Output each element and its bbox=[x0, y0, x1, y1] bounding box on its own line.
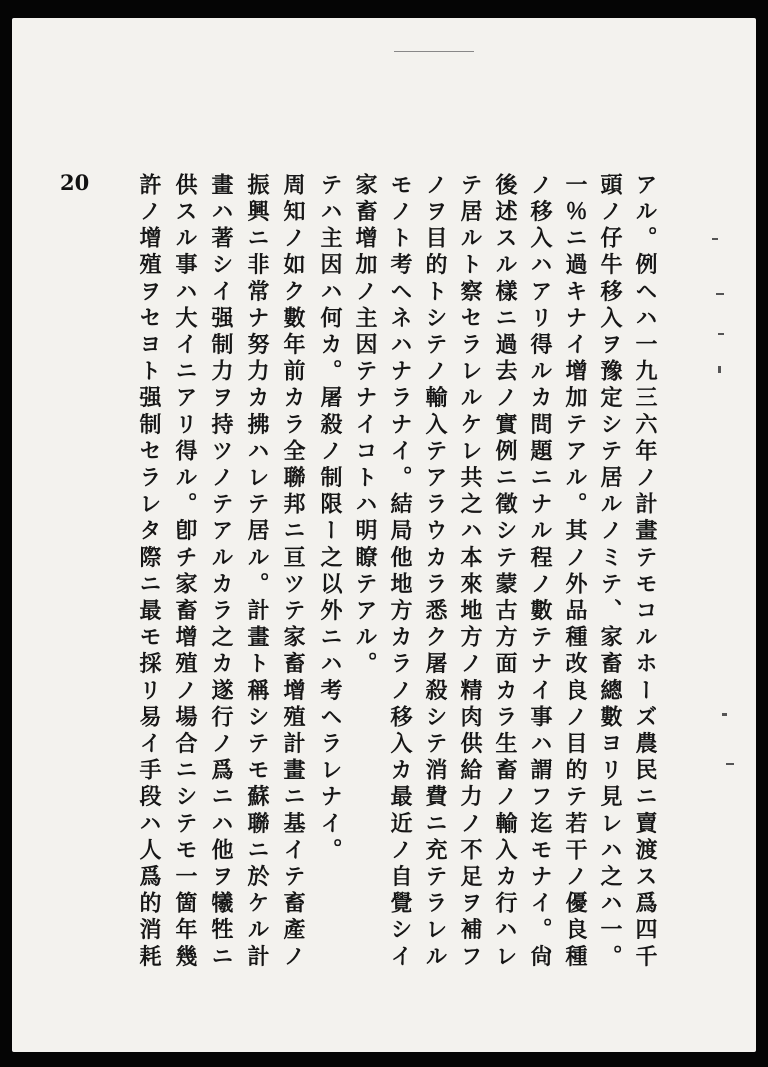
text-column: 振興ニ非常ナ努力カ拂ハレテ居ル。計畫ト稱シテモ蘇聯ニ於ケル計 bbox=[244, 173, 270, 971]
text-column: 一％ニ過キナイ增加テアル。其ノ外品種改良ノ目的テ若干ノ優良種 bbox=[562, 173, 588, 971]
page-number: 20 bbox=[60, 170, 90, 195]
text-column: テ居ルト察セラレルケレ共之ハ本來地方ノ精肉供給力ノ不足ヲ補フ bbox=[457, 173, 483, 971]
vertical-text-body bbox=[104, 173, 661, 973]
speck bbox=[718, 366, 721, 373]
text-column: ノ移入ハアリ得ルカ問題ニナル程ノ數テナイ事ハ謂フ迄モナイ。尙 bbox=[527, 173, 553, 971]
scanned-page bbox=[12, 18, 756, 1052]
speck bbox=[718, 333, 724, 335]
text-column: 後述スル樣ニ過去ノ實例ニ徵シテ蒙古方面カラ生畜ノ輸入カ行ハレ bbox=[492, 173, 518, 971]
speck bbox=[712, 238, 718, 240]
text-column: 家畜增加ノ主因テナイコトハ明瞭テアル。 bbox=[352, 173, 378, 679]
speck bbox=[716, 293, 724, 295]
text-column: モノト考ヘネハナラナイ。結局他地方カラノ移入カ最近ノ自覺シイ bbox=[387, 173, 413, 971]
text-column: アル。例ヘハ一九三六年ノ計畫テモコルホーズ農民ニ賣渡ス爲四千 bbox=[632, 173, 658, 971]
text-column: テハ主因ハ何カ。屠殺ノ制限ー之以外ニハ考ヘラレナイ。 bbox=[317, 173, 343, 865]
top-rule bbox=[394, 51, 474, 52]
speck bbox=[726, 763, 734, 765]
text-column: ノヲ目的トシテノ輸入テアラウカラ悉ク屠殺シテ消費ニ充テラレル bbox=[422, 173, 448, 971]
text-column: 周知ノ如ク數年前カラ全聯邦ニ亘ツテ家畜增殖計畫ニ基イテ畜產ノ bbox=[280, 173, 306, 971]
text-column: 畫ハ著シイ强制力ヲ持ツノテアルカラ之カ遂行ノ爲ニハ他ヲ犧牲ニ bbox=[208, 173, 234, 971]
text-column: 頭ノ仔牛移入ヲ豫定シテ居ルノミテ、家畜總數ヨリ見レハ之ハ一。 bbox=[597, 173, 623, 971]
text-column: 許ノ增殖ヲセヨト强制セラレタ際ニ最モ採リ易イ手段ハ人爲的消耗 bbox=[136, 173, 162, 971]
speck bbox=[722, 713, 727, 716]
text-column: 供スル事ハ大イニアリ得ル。卽チ家畜增殖ノ場合ニシテモ一箇年幾 bbox=[172, 173, 198, 971]
